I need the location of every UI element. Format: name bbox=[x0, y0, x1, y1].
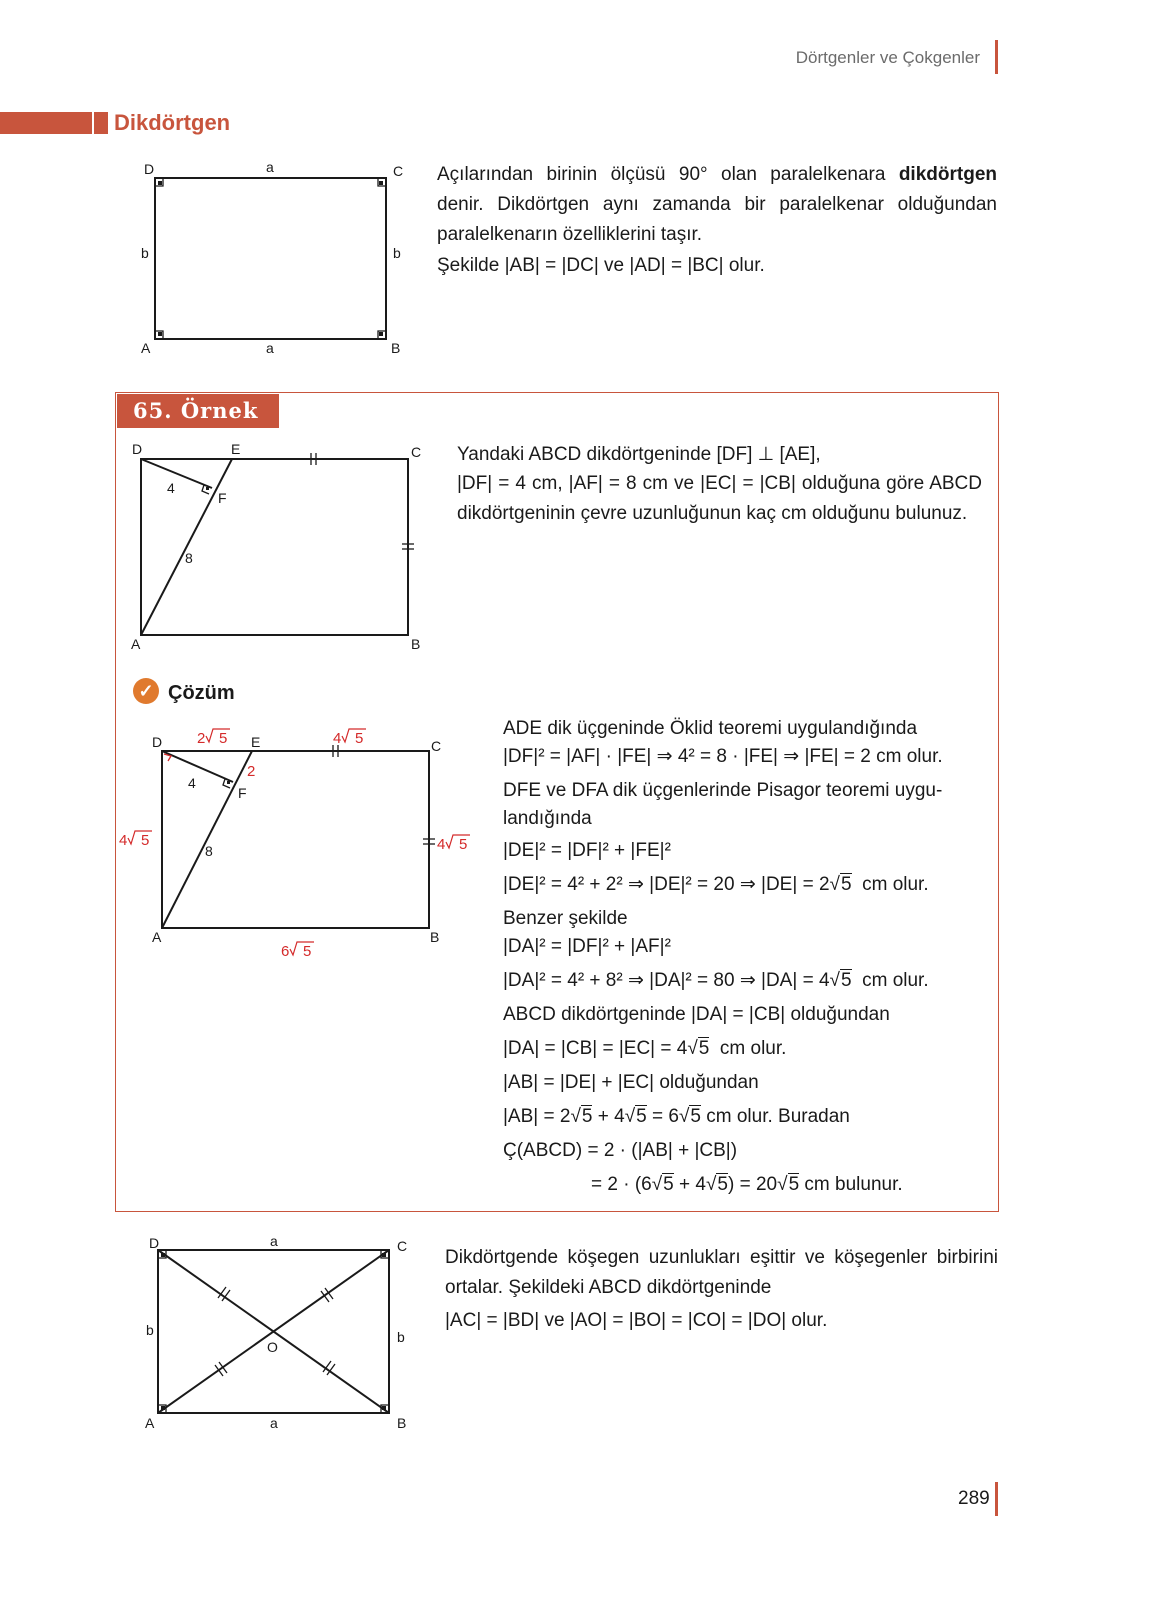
solution-text: cm bulunur. bbox=[799, 1174, 903, 1195]
bottom-length-coef: 6 bbox=[281, 943, 290, 960]
left-length-coef: 4 bbox=[119, 832, 128, 849]
solution-text: |DA|² = 4² + 8² ⇒ |DA|² = 80 ⇒ |DA| = 4 bbox=[503, 970, 830, 991]
definition-term: dikdörtgen bbox=[898, 164, 997, 185]
left-length-root: 5 bbox=[141, 832, 150, 849]
root-value: 5 bbox=[581, 1106, 593, 1127]
solution-text: cm olur. bbox=[719, 1038, 787, 1059]
solution-text: cm olur. Buradan bbox=[700, 1106, 850, 1127]
vertex-a: A bbox=[145, 1415, 155, 1431]
solution-line: |DA| = |CB| = |EC| = 4√5 cm olur. bbox=[503, 1038, 787, 1059]
solution-text: cm olur. bbox=[862, 970, 929, 991]
vertex-e: E bbox=[231, 441, 241, 457]
check-icon: ✓ bbox=[133, 678, 159, 704]
ec-length-coef: 4 bbox=[333, 730, 342, 747]
vertex-a: A bbox=[131, 636, 141, 652]
right-length-coef: 4 bbox=[437, 836, 446, 853]
root-value: 5 bbox=[717, 1174, 728, 1195]
root-value: 5 bbox=[840, 970, 852, 991]
vertex-a: A bbox=[152, 929, 162, 945]
solution-figure bbox=[115, 718, 485, 963]
side-right-label: b bbox=[393, 245, 401, 261]
page-number: 289 bbox=[958, 1488, 990, 1509]
fe-length-label: 2 bbox=[247, 763, 256, 780]
right-length-root: 5 bbox=[459, 836, 468, 853]
solution-line: |AB| = 2√5 + 4√5 = 6√5 cm olur. Buradan bbox=[503, 1106, 850, 1127]
definition-paragraph bbox=[437, 160, 997, 250]
definition-text: Açılarından birinin ölçüsü 90° olan paralelkenara bbox=[437, 164, 899, 185]
side-top-label: a bbox=[266, 159, 274, 175]
section-band bbox=[0, 112, 92, 134]
side-bottom-label: a bbox=[266, 340, 274, 356]
df-length-label: 4 bbox=[167, 480, 175, 496]
vertex-c: C bbox=[397, 1238, 408, 1254]
root-value: 5 bbox=[636, 1106, 647, 1127]
solution-line: |DE|² = 4² + 2² ⇒ |DE|² = 20 ⇒ |DE| = 2√5 cm olur. bbox=[503, 874, 929, 895]
df-length-label: 4 bbox=[188, 775, 196, 791]
solution-text: = 2 · (6 bbox=[591, 1174, 652, 1195]
side-bottom-label: a bbox=[270, 1415, 278, 1431]
solution-text: |DA| = |CB| = |EC| = 4 bbox=[503, 1038, 688, 1059]
section-band-marker bbox=[94, 112, 108, 134]
solution-line: |DF|² = |AF| · |FE| ⇒ 4² = 8 · |FE| ⇒ |FE| = 2 cm olur. bbox=[503, 746, 943, 767]
solution-line: |AB| = |DE| + |EC| olduğundan bbox=[503, 1072, 759, 1093]
diagonals-figure bbox=[135, 1228, 420, 1438]
side-left-label: b bbox=[141, 245, 149, 261]
af-length-label: 8 bbox=[185, 550, 193, 566]
solution-line: landığında bbox=[503, 808, 592, 829]
diagonals-paragraph: Dikdörtgende köşegen uzunlukları eşittir ve köşegenler birbirini ortalar. Şekildeki ABCD dikdörtgeninde bbox=[445, 1247, 998, 1298]
header-accent-bar bbox=[995, 40, 998, 74]
rectangle-figure bbox=[130, 150, 420, 365]
solution-line: ABCD dikdörtgeninde |DA| = |CB| olduğundan bbox=[503, 1004, 890, 1025]
bottom-length-root: 5 bbox=[303, 943, 312, 960]
solution-text: cm olur. bbox=[862, 874, 929, 895]
solution-text: ) = 20 bbox=[728, 1174, 778, 1195]
rectangle-equality: Şekilde |AB| = |DC| ve |AD| = |BC| olur. bbox=[437, 255, 765, 276]
definition-text-rest: denir. Dikdörtgen aynı zamanda bir paralelkenar olduğundan paralelkenarın özelliklerini taşır. bbox=[437, 194, 997, 245]
example-title: 65. Örnek bbox=[117, 394, 279, 428]
vertex-d: D bbox=[132, 441, 143, 457]
vertex-c: C bbox=[411, 444, 422, 460]
vertex-b: B bbox=[391, 340, 401, 356]
vertex-c: C bbox=[393, 163, 404, 179]
vertex-f: F bbox=[218, 490, 227, 506]
vertex-c: C bbox=[431, 738, 442, 754]
vertex-d: D bbox=[149, 1235, 160, 1251]
solution-text: |DE|² = 4² + 2² ⇒ |DE|² = 20 ⇒ |DE| = 2 bbox=[503, 874, 830, 895]
root-value: 5 bbox=[698, 1038, 710, 1059]
vertex-e: E bbox=[251, 734, 261, 750]
solution-text: + 4 bbox=[592, 1106, 625, 1127]
root-value: 5 bbox=[690, 1106, 701, 1127]
solution-line: Benzer şekilde bbox=[503, 908, 628, 929]
question-text: |DF| = 4 cm, |AF| = 8 cm ve |EC| = |CB| olduğuna göre ABCD dikdörtgeninin çevre uzunluğunun kaç cm olduğunu bulunuz. bbox=[457, 473, 982, 524]
solution-title: Çözüm bbox=[168, 682, 235, 704]
solution-line: ADE dik üçgeninde Öklid teoremi uygulandığında bbox=[503, 718, 918, 739]
example-figure bbox=[125, 435, 435, 660]
de-length-coef: 2 bbox=[197, 730, 206, 747]
vertex-b: B bbox=[411, 636, 421, 652]
af-length-label: 8 bbox=[205, 843, 213, 859]
chapter-title: Dörtgenler ve Çokgenler bbox=[795, 48, 980, 67]
vertex-a: A bbox=[141, 340, 151, 356]
question-line-1: Yandaki ABCD dikdörtgeninde [DF] ⊥ [AE], bbox=[457, 444, 821, 465]
solution-steps bbox=[503, 714, 983, 1200]
root-value: 5 bbox=[663, 1174, 674, 1195]
solution-line: = 2 · (6√5 + 4√5) = 20√5 cm bulunur. bbox=[591, 1174, 903, 1195]
solution-line: DFE ve DFA dik üçgenlerinde Pisagor teoremi uygu- bbox=[503, 780, 943, 801]
footer-accent-bar bbox=[995, 1482, 998, 1516]
solution-line: |DA|² = 4² + 8² ⇒ |DA|² = 80 ⇒ |DA| = 4√5 cm olur. bbox=[503, 970, 929, 991]
side-left-label: b bbox=[146, 1322, 154, 1338]
solution-text: |AB| = 2 bbox=[503, 1106, 571, 1127]
solution-line: Ç(ABCD) = 2 · (|AB| + |CB|) bbox=[503, 1140, 738, 1161]
vertex-b: B bbox=[397, 1415, 407, 1431]
vertex-f: F bbox=[238, 785, 247, 801]
root-value: 5 bbox=[840, 874, 852, 895]
side-top-label: a bbox=[270, 1233, 278, 1249]
solution-line: |DA|² = |DF|² + |AF|² bbox=[503, 936, 671, 957]
center-o: O bbox=[267, 1339, 278, 1355]
solution-line: |DE|² = |DF|² + |FE|² bbox=[503, 840, 671, 861]
diagonals-equality: |AC| = |BD| ve |AO| = |BO| = |CO| = |DO| olur. bbox=[445, 1310, 828, 1331]
de-length-root: 5 bbox=[219, 730, 228, 747]
vertex-b: B bbox=[430, 929, 440, 945]
vertex-d: D bbox=[152, 734, 163, 750]
root-value: 5 bbox=[788, 1174, 800, 1195]
section-title: Dikdörtgen bbox=[114, 110, 231, 135]
solution-text: + 4 bbox=[673, 1174, 706, 1195]
side-right-label: b bbox=[397, 1329, 405, 1345]
ec-length-root: 5 bbox=[355, 730, 364, 747]
solution-text: = 6 bbox=[646, 1106, 679, 1127]
vertex-d: D bbox=[144, 161, 155, 177]
